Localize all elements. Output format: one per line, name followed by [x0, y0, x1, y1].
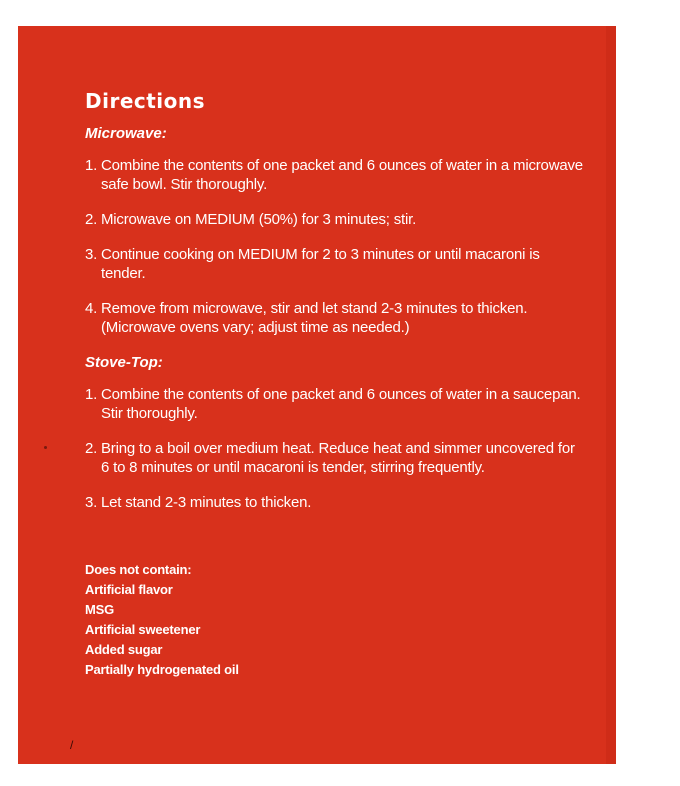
step-number: 1. [85, 157, 98, 174]
microwave-steps [85, 156, 585, 337]
list-item [85, 299, 585, 337]
list-item: Partially hydrogenated oil [85, 662, 239, 677]
list-item [85, 210, 585, 229]
does-not-contain-block [85, 560, 585, 680]
stray-dot [44, 446, 47, 449]
list-item [85, 385, 585, 423]
does-not-contain-list [85, 580, 585, 680]
directions-content [85, 88, 585, 680]
slash-mark: / [70, 738, 74, 752]
panel-edge [606, 26, 616, 764]
step-text: Continue cooking on MEDIUM for 2 to 3 minutes or until macaroni is tender. [101, 246, 540, 282]
step-number: 2. [85, 440, 98, 457]
list-item [85, 245, 585, 283]
package-panel [18, 26, 616, 764]
does-not-contain-heading: Does not contain: [85, 562, 192, 577]
list-item [85, 493, 585, 512]
page-title: Directions [85, 89, 206, 113]
list-item [85, 156, 585, 194]
step-text: Combine the contents of one packet and 6 ounces of water in a saucepan. Stir thoroughly. [101, 386, 581, 422]
step-number: 4. [85, 300, 98, 317]
list-item: Added sugar [85, 642, 163, 657]
stovetop-steps [85, 385, 585, 512]
microwave-heading: Microwave: [85, 125, 167, 142]
list-item: Artificial sweetener [85, 622, 201, 637]
step-number: 3. [85, 494, 98, 511]
stovetop-heading: Stove-Top: [85, 354, 163, 371]
step-number: 2. [85, 211, 98, 228]
step-text: Remove from microwave, stir and let stand 2-3 minutes to thicken. (Microwave ovens vary; adjust time as needed.) [101, 300, 528, 336]
list-item [85, 439, 585, 477]
list-item: Artificial flavor [85, 582, 173, 597]
step-number: 1. [85, 386, 98, 403]
step-text: Let stand 2-3 minutes to thicken. [101, 494, 312, 511]
step-text: Microwave on MEDIUM (50%) for 3 minutes; stir. [101, 211, 417, 228]
step-text: Bring to a boil over medium heat. Reduce heat and simmer uncovered for 6 to 8 minutes or until macaroni is tender, stirring frequently. [101, 440, 575, 476]
list-item: MSG [85, 602, 115, 617]
step-number: 3. [85, 246, 98, 263]
step-text: Combine the contents of one packet and 6 ounces of water in a microwave safe bowl. Stir thoroughly. [101, 157, 583, 193]
